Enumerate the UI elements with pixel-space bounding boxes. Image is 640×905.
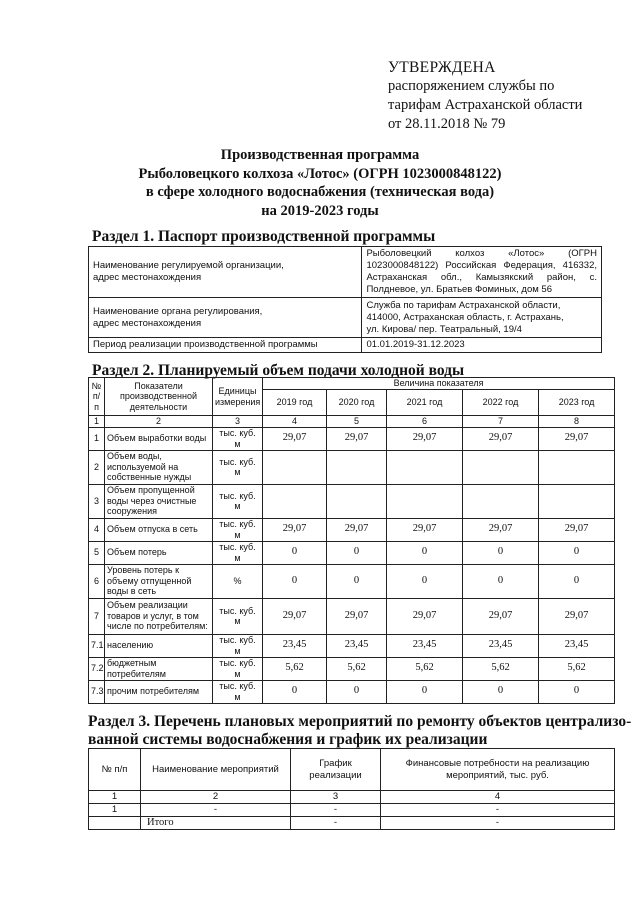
row-unit: тыс. куб. м: [213, 518, 263, 541]
row-num: 2: [89, 450, 105, 484]
table-row: [89, 450, 615, 484]
table-row: [89, 298, 602, 338]
header-year: 2021 год: [387, 390, 463, 416]
row-value: 29,07: [463, 427, 539, 450]
title-line-3: в сфере холодного водоснабжения (техническая вода): [145, 184, 495, 200]
section3-heading-line-1: Раздел 3. Перечень плановых мероприятий по ремонту объектов централизо-: [88, 713, 632, 730]
section1-heading: Раздел 1. Паспорт производственной программы: [92, 228, 436, 245]
table-row: [89, 518, 615, 541]
header-num: № п/п: [89, 749, 141, 791]
table-row: [89, 247, 602, 298]
row-value: 5,62: [263, 657, 327, 680]
measures-table: [88, 748, 615, 830]
column-number: 1: [89, 416, 105, 428]
header-year: 2023 год: [539, 390, 615, 416]
row-indicator: Объем выработки воды: [105, 427, 213, 450]
row-value: [327, 450, 387, 484]
row-value: 0: [263, 564, 327, 598]
column-number-row: [89, 791, 615, 804]
row-value: 5,62: [539, 657, 615, 680]
row-indicator: населению: [105, 634, 213, 657]
row-value: 0: [327, 541, 387, 564]
cell-text: Служба по тарифам Астраханской области,: [366, 299, 561, 311]
row-num: 1: [89, 427, 105, 450]
section2-heading: Раздел 2. Планируемый объем подачи холодной воды: [92, 362, 465, 379]
passport-table: [88, 246, 602, 353]
cell-text: адрес местонахождения: [93, 272, 202, 283]
row-value: [387, 484, 463, 518]
table-row: [89, 338, 602, 353]
table-cell: [89, 298, 362, 338]
cell-text: 414000, Астраханская область, г. Астрахань,: [366, 311, 564, 323]
row-value: 29,07: [539, 518, 615, 541]
title-line-4: на 2019-2023 годы: [261, 202, 379, 219]
row-schedule: -: [291, 804, 381, 817]
total-label: Итого: [141, 817, 291, 830]
cell-text: Наименование регулируемой организации,: [93, 260, 284, 271]
row-indicator: Объем пропущенной воды через очистные сооружения: [105, 484, 213, 518]
row-measure: -: [141, 804, 291, 817]
row-value: 5,62: [327, 657, 387, 680]
row-value: 0: [327, 564, 387, 598]
approval-line-3: от 28.11.2018 № 79: [388, 116, 506, 132]
header-schedule: График реализации: [291, 749, 381, 791]
row-value: 29,07: [263, 427, 327, 450]
row-value: [327, 484, 387, 518]
table-row: [89, 564, 615, 598]
document-title: [80, 146, 560, 220]
approval-block: [388, 58, 638, 134]
row-num: 5: [89, 541, 105, 564]
column-number: 4: [381, 791, 615, 804]
table-cell: Рыболовецкий колхоз «Лотос» (ОГРН 1023000848122) Российская Федерация, 416332, Астраханская обл., Камызякский район, с. Полдневое, ул. Братьев Фоминых, дом 56: [362, 247, 602, 298]
table-row: [89, 657, 615, 680]
row-value: 0: [387, 680, 463, 703]
approval-heading: УТВЕРЖДЕНА: [388, 59, 496, 76]
table-row: [89, 541, 615, 564]
column-number: 7: [463, 416, 539, 428]
table-cell: [89, 247, 362, 298]
row-value: [539, 484, 615, 518]
row-unit: тыс. куб. м: [213, 427, 263, 450]
table-row: [89, 680, 615, 703]
row-value: 0: [387, 564, 463, 598]
header-indicator: Показатели производственной деятельности: [105, 378, 213, 416]
row-indicator: Уровень потерь к объему отпущенной воды в сеть: [105, 564, 213, 598]
row-value: 0: [263, 541, 327, 564]
table-row: [89, 598, 615, 634]
table-cell: Период реализации производственной программы: [89, 338, 362, 353]
cell-text: адрес местонахождения: [93, 317, 202, 329]
row-value: 29,07: [539, 598, 615, 634]
row-unit: тыс. куб. м: [213, 450, 263, 484]
row-value: 29,07: [387, 598, 463, 634]
row-unit: тыс. куб. м: [213, 634, 263, 657]
table-header-row: [89, 749, 615, 791]
table-row: [89, 427, 615, 450]
row-value: 5,62: [387, 657, 463, 680]
row-num: [89, 817, 141, 830]
row-value: 0: [463, 564, 539, 598]
row-num: 1: [89, 804, 141, 817]
row-indicator: Объем воды, используемой на собственные нужды: [105, 450, 213, 484]
row-value: 29,07: [539, 427, 615, 450]
row-value: [463, 450, 539, 484]
row-value: 0: [463, 680, 539, 703]
row-indicator: Объем потерь: [105, 541, 213, 564]
row-unit: тыс. куб. м: [213, 541, 263, 564]
column-number-row: [89, 416, 615, 428]
header-year: 2020 год: [327, 390, 387, 416]
table-cell: [362, 298, 602, 338]
row-num: 7.2: [89, 657, 105, 680]
column-number: 3: [291, 791, 381, 804]
header-unit: Единицы измерения: [213, 378, 263, 416]
row-indicator: бюджетным потребителям: [105, 657, 213, 680]
column-number: 6: [387, 416, 463, 428]
column-number: 1: [89, 791, 141, 804]
approval-line-1: распоряжением службы по: [388, 78, 555, 94]
row-value: 29,07: [327, 427, 387, 450]
row-value: 0: [463, 541, 539, 564]
table-row: [89, 484, 615, 518]
table-row: [89, 634, 615, 657]
volume-table: [88, 377, 615, 704]
column-number: 2: [141, 791, 291, 804]
row-unit: тыс. куб. м: [213, 484, 263, 518]
row-value: [387, 450, 463, 484]
title-line-2: Рыболовецкого колхоза «Лотос» (ОГРН 1023000848122): [138, 165, 502, 182]
row-value: 23,45: [463, 634, 539, 657]
row-value: 29,07: [327, 518, 387, 541]
row-value: [539, 450, 615, 484]
row-finance: -: [381, 817, 615, 830]
row-indicator: Объем отпуска в сеть: [105, 518, 213, 541]
row-finance: -: [381, 804, 615, 817]
row-value: [463, 484, 539, 518]
row-value: 29,07: [463, 518, 539, 541]
header-num: № п/п: [89, 378, 105, 416]
header-year: 2022 год: [463, 390, 539, 416]
row-value: 29,07: [263, 598, 327, 634]
row-value: 29,07: [387, 427, 463, 450]
column-number: 4: [263, 416, 327, 428]
row-value: 0: [387, 541, 463, 564]
table-row: [89, 804, 615, 817]
cell-text: Наименование органа регулирования,: [93, 305, 263, 317]
cell-text: ул. Кирова/ пер. Театральный, 19/4: [366, 323, 522, 335]
row-value: 29,07: [463, 598, 539, 634]
row-num: 7.3: [89, 680, 105, 703]
row-indicator: прочим потребителям: [105, 680, 213, 703]
row-num: 7: [89, 598, 105, 634]
row-value: 23,45: [263, 634, 327, 657]
row-schedule: -: [291, 817, 381, 830]
row-num: 3: [89, 484, 105, 518]
row-num: 4: [89, 518, 105, 541]
row-value: 0: [539, 680, 615, 703]
row-value: 0: [539, 564, 615, 598]
row-value: 23,45: [539, 634, 615, 657]
column-number: 3: [213, 416, 263, 428]
column-number: 8: [539, 416, 615, 428]
row-value: 0: [327, 680, 387, 703]
row-unit: тыс. куб. м: [213, 598, 263, 634]
header-finance: Финансовые потребности на реализацию мероприятий, тыс. руб.: [381, 749, 615, 791]
title-line-1: Производственная программа: [220, 147, 420, 163]
column-number: 2: [105, 416, 213, 428]
row-value: 29,07: [327, 598, 387, 634]
row-value: 5,62: [463, 657, 539, 680]
row-num: 7.1: [89, 634, 105, 657]
header-values: Величина показателя: [263, 378, 615, 390]
row-indicator: Объем реализации товаров и услуг, в том числе по потребителям:: [105, 598, 213, 634]
row-value: 29,07: [387, 518, 463, 541]
row-num: 6: [89, 564, 105, 598]
header-year: 2019 год: [263, 390, 327, 416]
table-cell: 01.01.2019-31.12.2023: [362, 338, 602, 353]
header-measures: Наименование мероприятий: [141, 749, 291, 791]
row-value: 23,45: [327, 634, 387, 657]
section3-heading-line-2: ванной системы водоснабжения и график их реализации: [88, 731, 488, 748]
table-header-row: [89, 378, 615, 390]
row-value: 0: [263, 680, 327, 703]
column-number: 5: [327, 416, 387, 428]
row-value: [263, 484, 327, 518]
row-unit: %: [213, 564, 263, 598]
row-unit: тыс. куб. м: [213, 657, 263, 680]
row-unit: тыс. куб. м: [213, 680, 263, 703]
row-value: 29,07: [263, 518, 327, 541]
row-value: 23,45: [387, 634, 463, 657]
table-row: [89, 817, 615, 830]
row-value: 0: [539, 541, 615, 564]
row-value: [263, 450, 327, 484]
approval-line-2: тарифам Астраханской области: [388, 97, 583, 113]
